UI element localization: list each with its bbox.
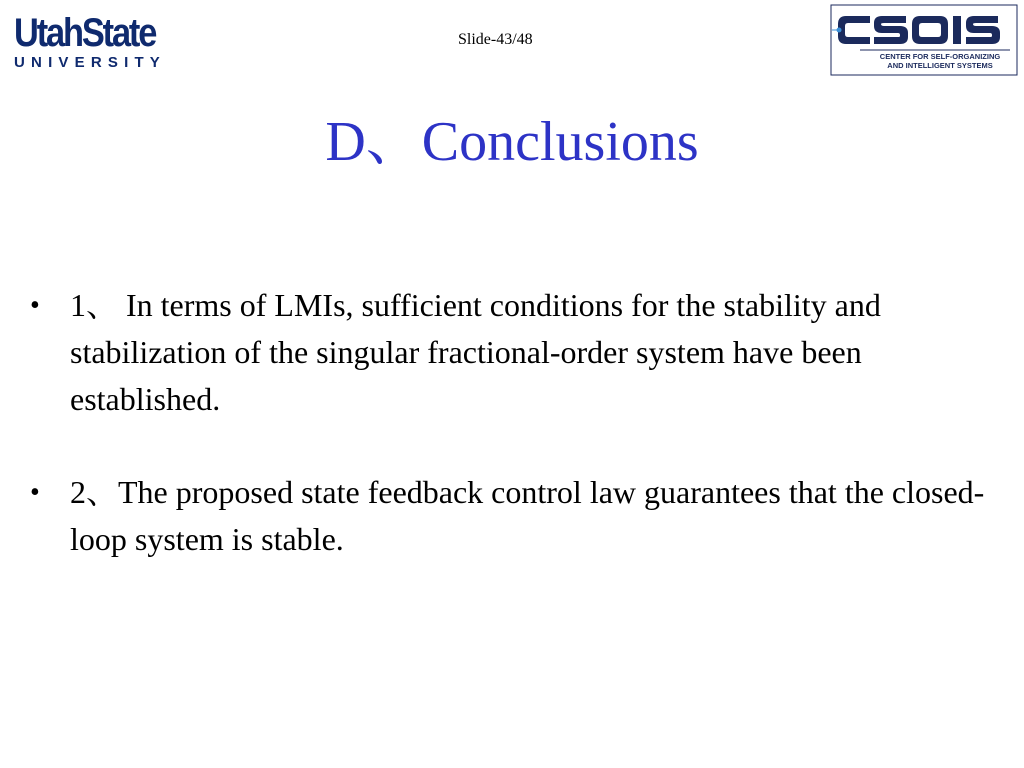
- csois-logo-line2: AND INTELLIGENT SYSTEMS: [887, 61, 993, 70]
- usu-logo-wordmark: UtahState: [14, 11, 156, 55]
- bullet-text: 1、 In terms of LMIs, sufficient conditions for the stability and stabilization of the singular fractional-order system have been established.: [70, 287, 881, 417]
- csois-logo: [830, 4, 1018, 76]
- bullet-text: 2、The proposed state feedback control law guarantees that the closed-loop system is stable.: [70, 474, 985, 557]
- slide-number: Slide-43/48: [458, 31, 533, 48]
- csois-logo-graphic: [830, 4, 1018, 76]
- slide-title: D、Conclusions: [325, 111, 699, 173]
- bullet-icon: •: [30, 477, 40, 508]
- bullet-item: [30, 469, 990, 563]
- csois-logo-line1: CENTER FOR SELF-ORGANIZING: [879, 52, 1001, 61]
- bullet-icon: •: [30, 290, 40, 321]
- bullet-item: [30, 282, 990, 423]
- utah-state-university-logo: [14, 12, 200, 74]
- usu-logo-subtitle: UNIVERSITY: [14, 54, 167, 71]
- bullet-list: [30, 282, 990, 563]
